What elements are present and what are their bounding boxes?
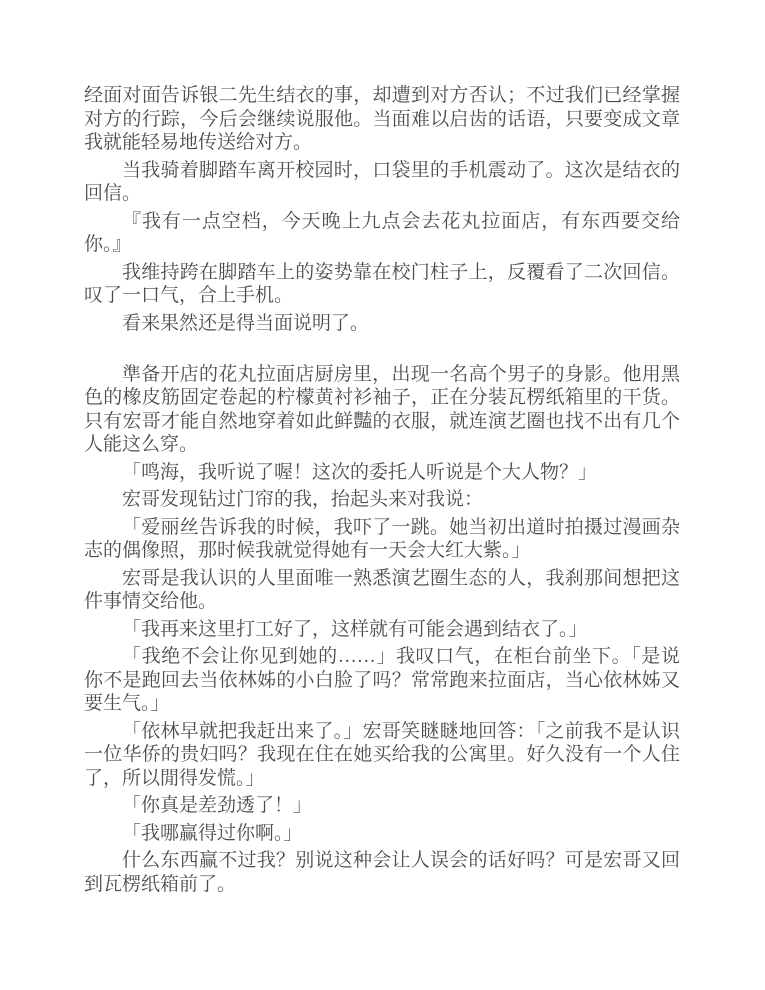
paragraph: 「我再来这里打工好了，这样就有可能会遇到结衣了。」 [122, 618, 588, 640]
paragraph: 「依林早就把我赶出来了。」宏哥笑瞇瞇地回答：「之前我不是认识一位华侨的贵妇吗？我现在住在她买给我的公寓里。好久没有一个人住了，所以閒得发慌。」 [84, 720, 680, 789]
novel-text-block [84, 84, 680, 896]
paragraph: 「你真是差劲透了！」 [122, 795, 313, 816]
paragraph: 『我有一点空档，今天晚上九点会去花丸拉面店，有东西要交给你。』 [84, 210, 680, 255]
paragraph: 我维持跨在脚踏车上的姿势靠在校门柱子上，反覆看了二次回信。叹了一口气，合上手机。 [84, 261, 680, 306]
paragraph: 「我哪赢得过你啊。」 [122, 822, 303, 844]
paragraph: 準备开店的花丸拉面店厨房里，出现一名高个男子的身影。他用黑色的橡皮筋固定卷起的柠檬黄衬衫袖子，正在分装瓦楞纸箱里的干货。只有宏哥才能自然地穿着如此鲜豔的衣服，就连演艺圈也找不出有几个人能这么穿。 [84, 363, 680, 455]
paragraph: 看来果然还是得当面说明了。 [122, 312, 370, 334]
paragraph: 宏哥是我认识的人里面唯一熟悉演艺圈生态的人，我刹那间想把这件事情交给他。 [84, 567, 680, 612]
paragraph: 「我绝不会让你见到她的……」我叹口气，在柜台前坐下。「是说你不是跑回去当依林姊的小白脸了吗？常常跑来拉面店，当心依林姊又要生气。」 [84, 646, 680, 714]
paragraph: 当我骑着脚踏车离开校园时，口袋里的手机震动了。这次是结衣的回信。 [84, 159, 680, 204]
paragraph: 宏哥发现钻过门帘的我，抬起头来对我说： [122, 489, 484, 510]
paragraph: 「鸣海，我听说了喔！这次的委托人听说是个大人物？」 [122, 461, 598, 483]
paragraph: 什么东西赢不过我？别说这种会让人误会的话好吗？可是宏哥又回到瓦楞纸箱前了。 [84, 850, 680, 895]
paragraph: 经面对面告诉银二先生结衣的事，却遭到对方否认；不过我们已经掌握对方的行踪，今后会继续说服他。当面难以启齿的话语，只要变成文章我就能轻易地传送给对方。 [84, 85, 680, 153]
scene-break [84, 339, 680, 363]
paragraph: 「爱丽丝告诉我的时候，我吓了一跳。她当初出道时拍摄过漫画杂志的偶像照，那时候我就觉得她有一天会大红大紫。」 [84, 516, 680, 561]
